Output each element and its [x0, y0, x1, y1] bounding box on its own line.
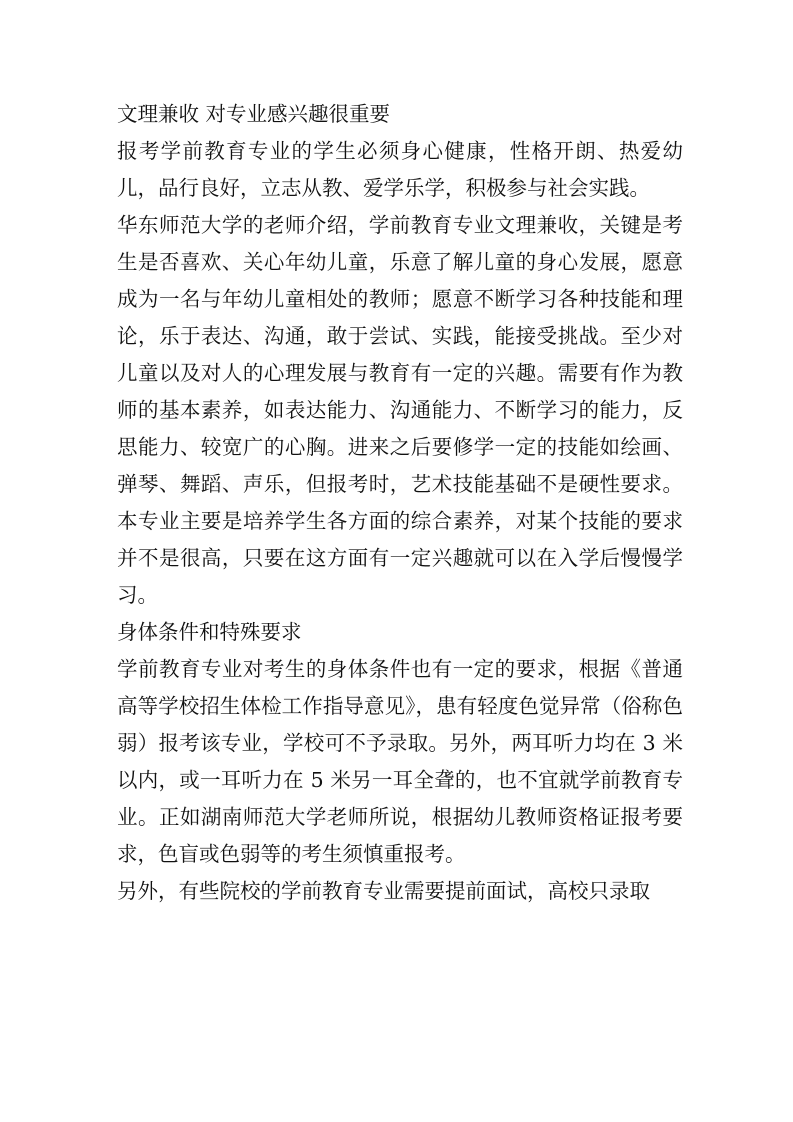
section-heading: 文理兼收 对专业感兴趣很重要	[117, 102, 391, 126]
section-heading: 身体条件和特殊要求	[117, 620, 302, 644]
paragraph: 华东师范大学的老师介绍，学前教育专业文理兼收，关键是考生是否喜欢、关心年幼儿童，乐意了解儿童的身心发展，愿意成为一名与年幼儿童相处的教师；愿意不断学习各种技能和理论，乐于表达、沟通，敢于尝试、实践，能接受挑战。至少对儿童以及对人的心理发展与教育有一定的兴趣。需要有作为教师的基本素养，如表达能力、沟通能力、不断学习的能力，反思能力、较宽广的心胸。进来之后要修学一定的技能如绘画、弹琴、舞蹈、声乐，但报考时，艺术技能基础不是硬性要求。本专业主要是培养学生各方面的综合素养，对某个技能的要求并不是很高，只要在这方面有一定兴趣就可以在入学后慢慢学习。	[117, 213, 683, 607]
document-page	[117, 96, 683, 910]
paragraph: 学前教育专业对考生的身体条件也有一定的要求，根据《普通高等学校招生体检工作指导意见》，患有轻度色觉异常（俗称色弱）报考该专业，学校可不予录取。另外，两耳听力均在 3 米以内，或一耳听力在 5 米另一耳全聋的，也不宜就学前教育专业。正如湖南师范大学老师所说，根据幼儿教师资格证报考要求，色盲或色弱等的考生须慎重报考。	[117, 657, 683, 866]
paragraph: 报考学前教育专业的学生必须身心健康，性格开朗、热爱幼儿，品行良好，立志从教、爱学乐学，积极参与社会实践。	[117, 139, 683, 200]
section-subject-interest	[117, 96, 683, 614]
paragraph: 另外，有些院校的学前教育专业需要提前面试，高校只录取	[117, 879, 650, 903]
section-physical-requirements	[117, 614, 683, 910]
